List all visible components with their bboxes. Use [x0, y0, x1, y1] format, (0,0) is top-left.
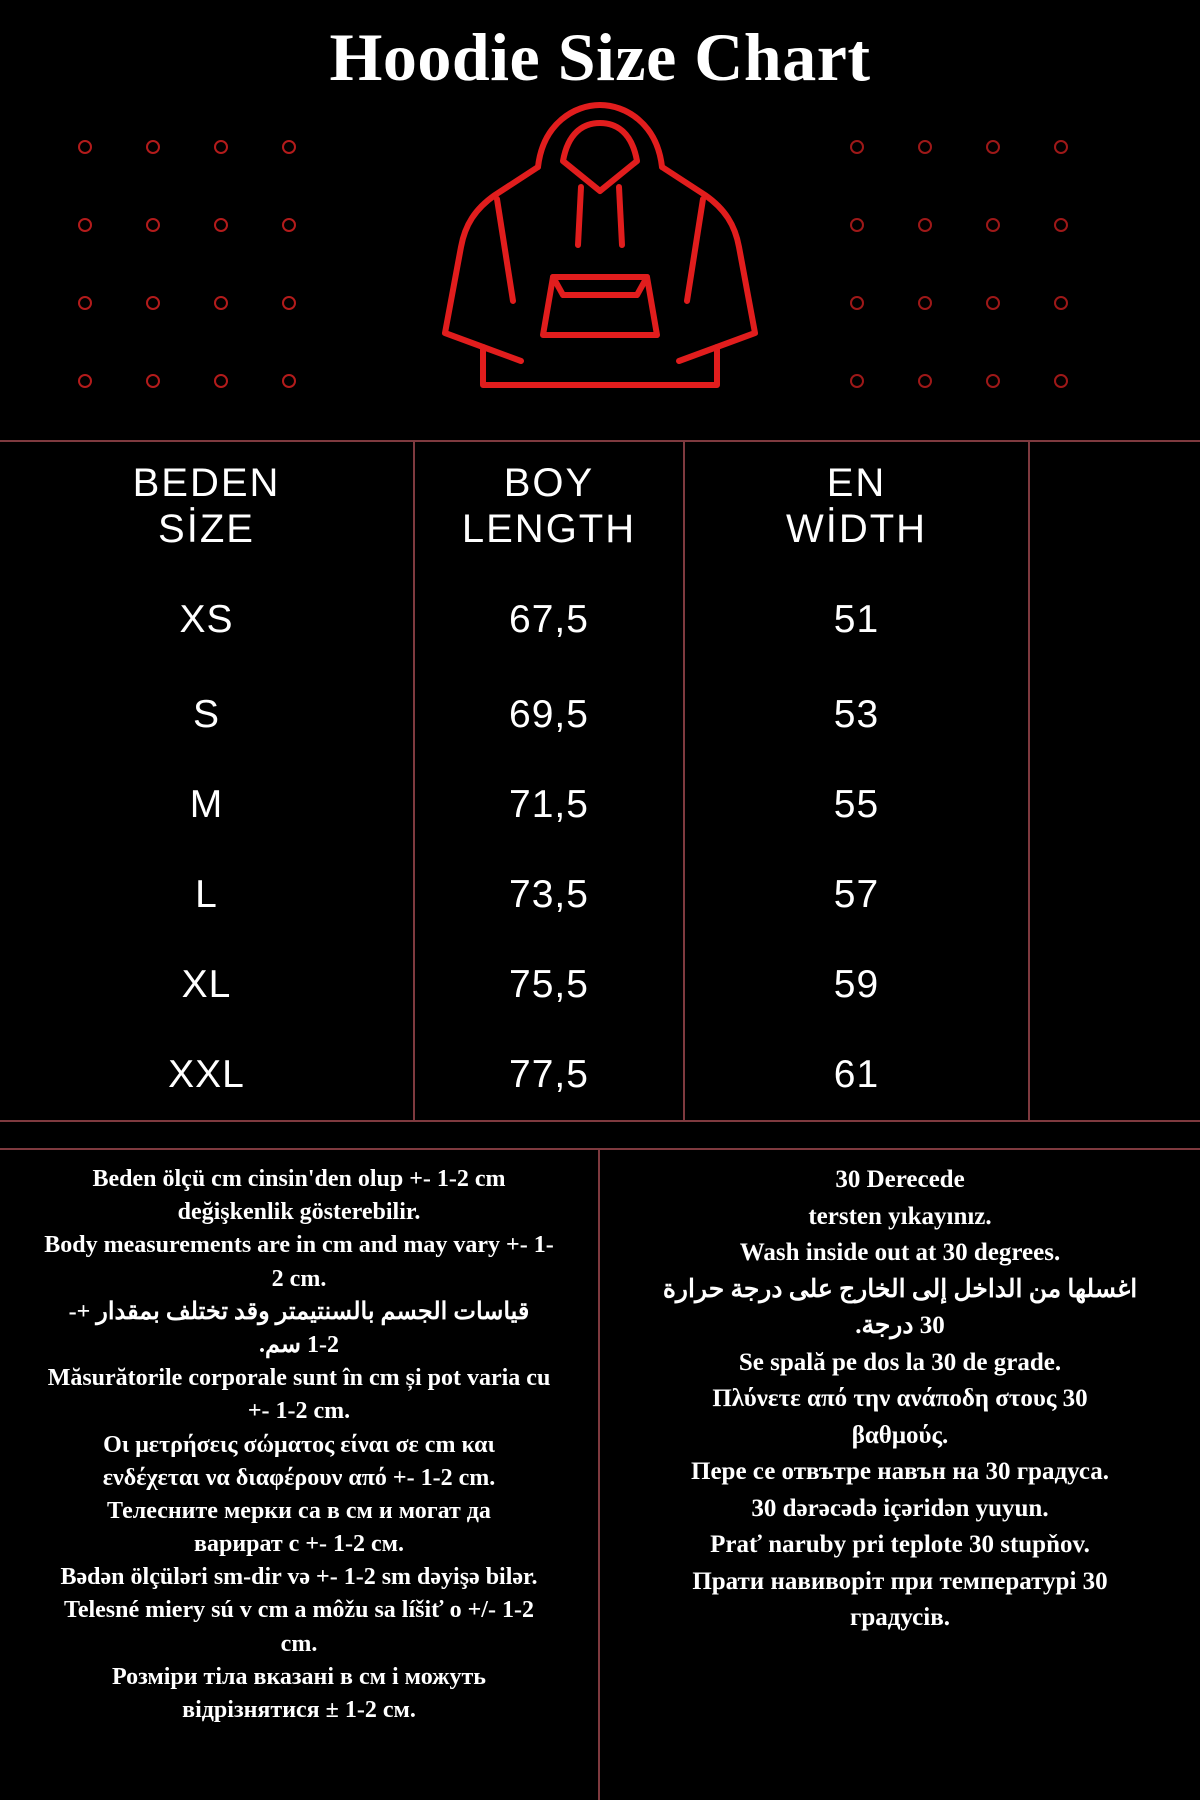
cell-width: 55 — [685, 760, 1030, 850]
cell-size: XL — [0, 940, 415, 1030]
cell-empty — [1030, 670, 1200, 760]
note-line: Beden ölçü cm cinsin'den olup +- 1-2 cm — [92, 1166, 506, 1192]
dot — [282, 296, 296, 310]
cell-width: 51 — [685, 570, 1030, 670]
table-row — [0, 670, 1200, 760]
dot — [146, 218, 160, 232]
note-line: değişkenlik gösterebilir. — [177, 1199, 421, 1226]
cell-length: 67,5 — [415, 570, 685, 670]
cell-size: S — [0, 670, 415, 760]
cell-width: 53 — [685, 670, 1030, 760]
dot — [850, 218, 864, 232]
measurement-note — [0, 1150, 600, 1800]
note-line: Măsurătorile corporale sunt în cm și pot varia cu — [47, 1365, 551, 1392]
dot — [918, 218, 932, 232]
dot — [146, 140, 160, 154]
note-line: +- 1-2 cm. — [247, 1398, 351, 1425]
table-row — [0, 940, 1200, 1030]
dot — [986, 296, 1000, 310]
washing-instructions — [600, 1150, 1200, 1800]
note-line-arabic: اغسلها من الداخل إلى الخارج على درجة حرارة — [662, 1275, 1138, 1303]
cell-length: 69,5 — [415, 670, 685, 760]
note-line: Se spală pe dos la 30 de grade. — [738, 1348, 1062, 1376]
dot — [986, 374, 1000, 388]
footer-notes — [0, 1148, 1200, 1800]
note-line: Пере се отвътре навън на 30 градуса. — [691, 1458, 1109, 1485]
dot — [146, 374, 160, 388]
column-header-size-line2: SİZE — [158, 507, 255, 551]
dot — [214, 296, 228, 310]
note-line: Prať naruby pri teplote 30 stupňov. — [710, 1531, 1090, 1558]
dot — [78, 140, 92, 154]
note-line: Telesné miery sú v cm a môžu sa líšiť o +/- 1-2 — [64, 1597, 534, 1624]
note-line: tersten yıkayınız. — [808, 1202, 992, 1230]
cell-empty — [1030, 940, 1200, 1030]
dot — [282, 218, 296, 232]
dot — [282, 140, 296, 154]
table-row — [0, 570, 1200, 670]
column-header-width — [685, 442, 1030, 570]
cell-empty — [1030, 850, 1200, 940]
note-line: βαθμούς. — [851, 1421, 949, 1449]
note-line: ενδέχεται να διαφέρουν από +- 1-2 cm. — [102, 1464, 496, 1491]
dot-grid-left — [78, 140, 350, 452]
cell-length: 71,5 — [415, 760, 685, 850]
note-line: Body measurements are in cm and may vary +- 1- — [44, 1232, 554, 1259]
dot — [78, 374, 92, 388]
column-header-size — [0, 442, 415, 570]
column-header-length — [415, 442, 685, 570]
dot — [986, 140, 1000, 154]
note-line: Прати навиворіт при температурі 30 — [692, 1567, 1108, 1595]
column-header-empty — [1030, 442, 1200, 570]
cell-length: 73,5 — [415, 850, 685, 940]
column-header-length-line2: LENGTH — [461, 507, 637, 551]
column-header-size-line1: BEDEN — [132, 461, 281, 505]
cell-size: XXL — [0, 1030, 415, 1120]
dot — [78, 296, 92, 310]
header — [0, 0, 1200, 440]
note-line-arabic: 1-2 سم. — [258, 1331, 340, 1358]
dot-grid-right — [850, 140, 1122, 452]
table-header — [0, 442, 1200, 570]
column-header-length-line1: BOY — [503, 461, 595, 505]
dot — [918, 296, 932, 310]
note-line: Bədən ölçüləri sm-dir və +- 1-2 sm dəyişə bilər. — [60, 1564, 538, 1591]
dot — [986, 218, 1000, 232]
cell-empty — [1030, 570, 1200, 670]
dot — [214, 140, 228, 154]
dot — [850, 296, 864, 310]
dot — [282, 374, 296, 388]
dot — [1054, 218, 1068, 232]
column-header-width-line2: WİDTH — [785, 507, 928, 551]
table-body — [0, 570, 1200, 1120]
note-line: Οι μετρήσεις σώματος είναι σε cm και — [103, 1431, 495, 1458]
cell-empty — [1030, 1030, 1200, 1120]
cell-width: 59 — [685, 940, 1030, 1030]
column-header-width-line1: EN — [826, 461, 887, 505]
note-line: Розміри тіла вказані в см і можуть — [112, 1663, 486, 1690]
note-line: Πλύνετε από την ανάποδη στους 30 — [712, 1385, 1088, 1412]
table-row — [0, 1030, 1200, 1120]
dot — [78, 218, 92, 232]
page-title: Hoodie Size Chart — [329, 19, 871, 95]
dot — [1054, 140, 1068, 154]
cell-length: 77,5 — [415, 1030, 685, 1120]
cell-empty — [1030, 760, 1200, 850]
note-line: cm. — [280, 1630, 318, 1657]
hoodie-outline-icon — [435, 95, 765, 400]
note-line-arabic: 30 درجة. — [855, 1312, 945, 1339]
note-line: градусів. — [850, 1604, 950, 1631]
cell-size: M — [0, 760, 415, 850]
cell-size: L — [0, 850, 415, 940]
dot — [146, 296, 160, 310]
dot — [1054, 296, 1068, 310]
table-row — [0, 760, 1200, 850]
note-line: Телесните мерки са в см и могат да — [107, 1497, 491, 1524]
note-line: Wash inside out at 30 degrees. — [739, 1239, 1061, 1266]
note-line: варират с +- 1-2 см. — [194, 1531, 404, 1558]
dot — [1054, 374, 1068, 388]
size-table — [0, 440, 1200, 1122]
cell-width: 61 — [685, 1030, 1030, 1120]
cell-length: 75,5 — [415, 940, 685, 1030]
note-line: 30 Derecede — [835, 1166, 965, 1193]
cell-width: 57 — [685, 850, 1030, 940]
cell-size: XS — [0, 570, 415, 670]
dot — [850, 374, 864, 388]
dot — [918, 374, 932, 388]
dot — [850, 140, 864, 154]
note-line: відрізнятися ± 1-2 см. — [182, 1697, 416, 1723]
table-header-row — [0, 442, 1200, 570]
note-line-arabic: قياسات الجسم بالسنتيمتر وقد تختلف بمقدار +- — [68, 1298, 530, 1325]
table-row — [0, 850, 1200, 940]
dot — [214, 374, 228, 388]
note-line: 30 dərəcədə içəridən yuyun. — [751, 1494, 1049, 1522]
note-line: 2 cm. — [271, 1265, 327, 1292]
dot — [214, 218, 228, 232]
dot — [918, 140, 932, 154]
